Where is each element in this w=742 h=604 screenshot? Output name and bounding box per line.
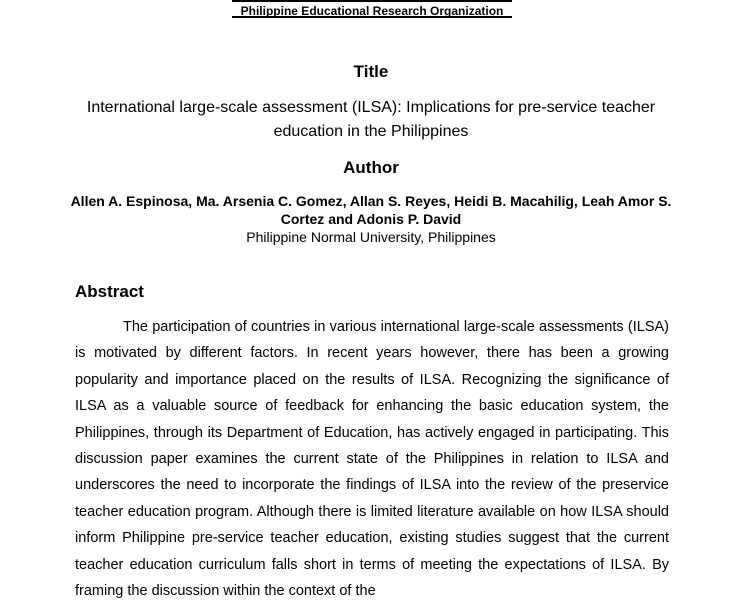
organization-name: Philippine Educational Research Organization [240,4,504,18]
title-heading: Title [353,62,389,81]
author-list: Allen A. Espinosa, Ma. Arsenia C. Gomez, Allan S. Reyes, Heidi B. Macahilig, Leah Amor S. Cortez and Adonis P. David [70,193,672,227]
abstract-heading: Abstract [75,282,144,301]
organization-header [232,0,512,18]
author-affiliation: Philippine Normal University, Philippines [246,229,496,245]
abstract-text: The participation of countries in various international large-scale assessments (ILSA) is motivated by different factors. In recent years however, there has been a growing popularity and importance placed on the results of ILSA. Recognizing the significance of ILSA as a valuable source of feedback for enhancing the basic education system, the Philippines, through its Department of Education, has actively engaged in participating. This discussion paper examines the current state of the Philippines in relation to ILSA and underscores the need to incorporate the findings of ILSA into the review of the preservice teacher education program. Although there is limited literature available on how ILSA should inform Philippine pre-service teacher education, existing studies suggest that the current teacher education curriculum falls short in terms of meeting the expectations of ILSA. By framing the discussion within the context of the [75,319,669,600]
paper-title: International large-scale assessment (ILSA): Implications for pre-service teacher education in the Philippines [86,99,656,140]
author-heading: Author [343,158,399,177]
